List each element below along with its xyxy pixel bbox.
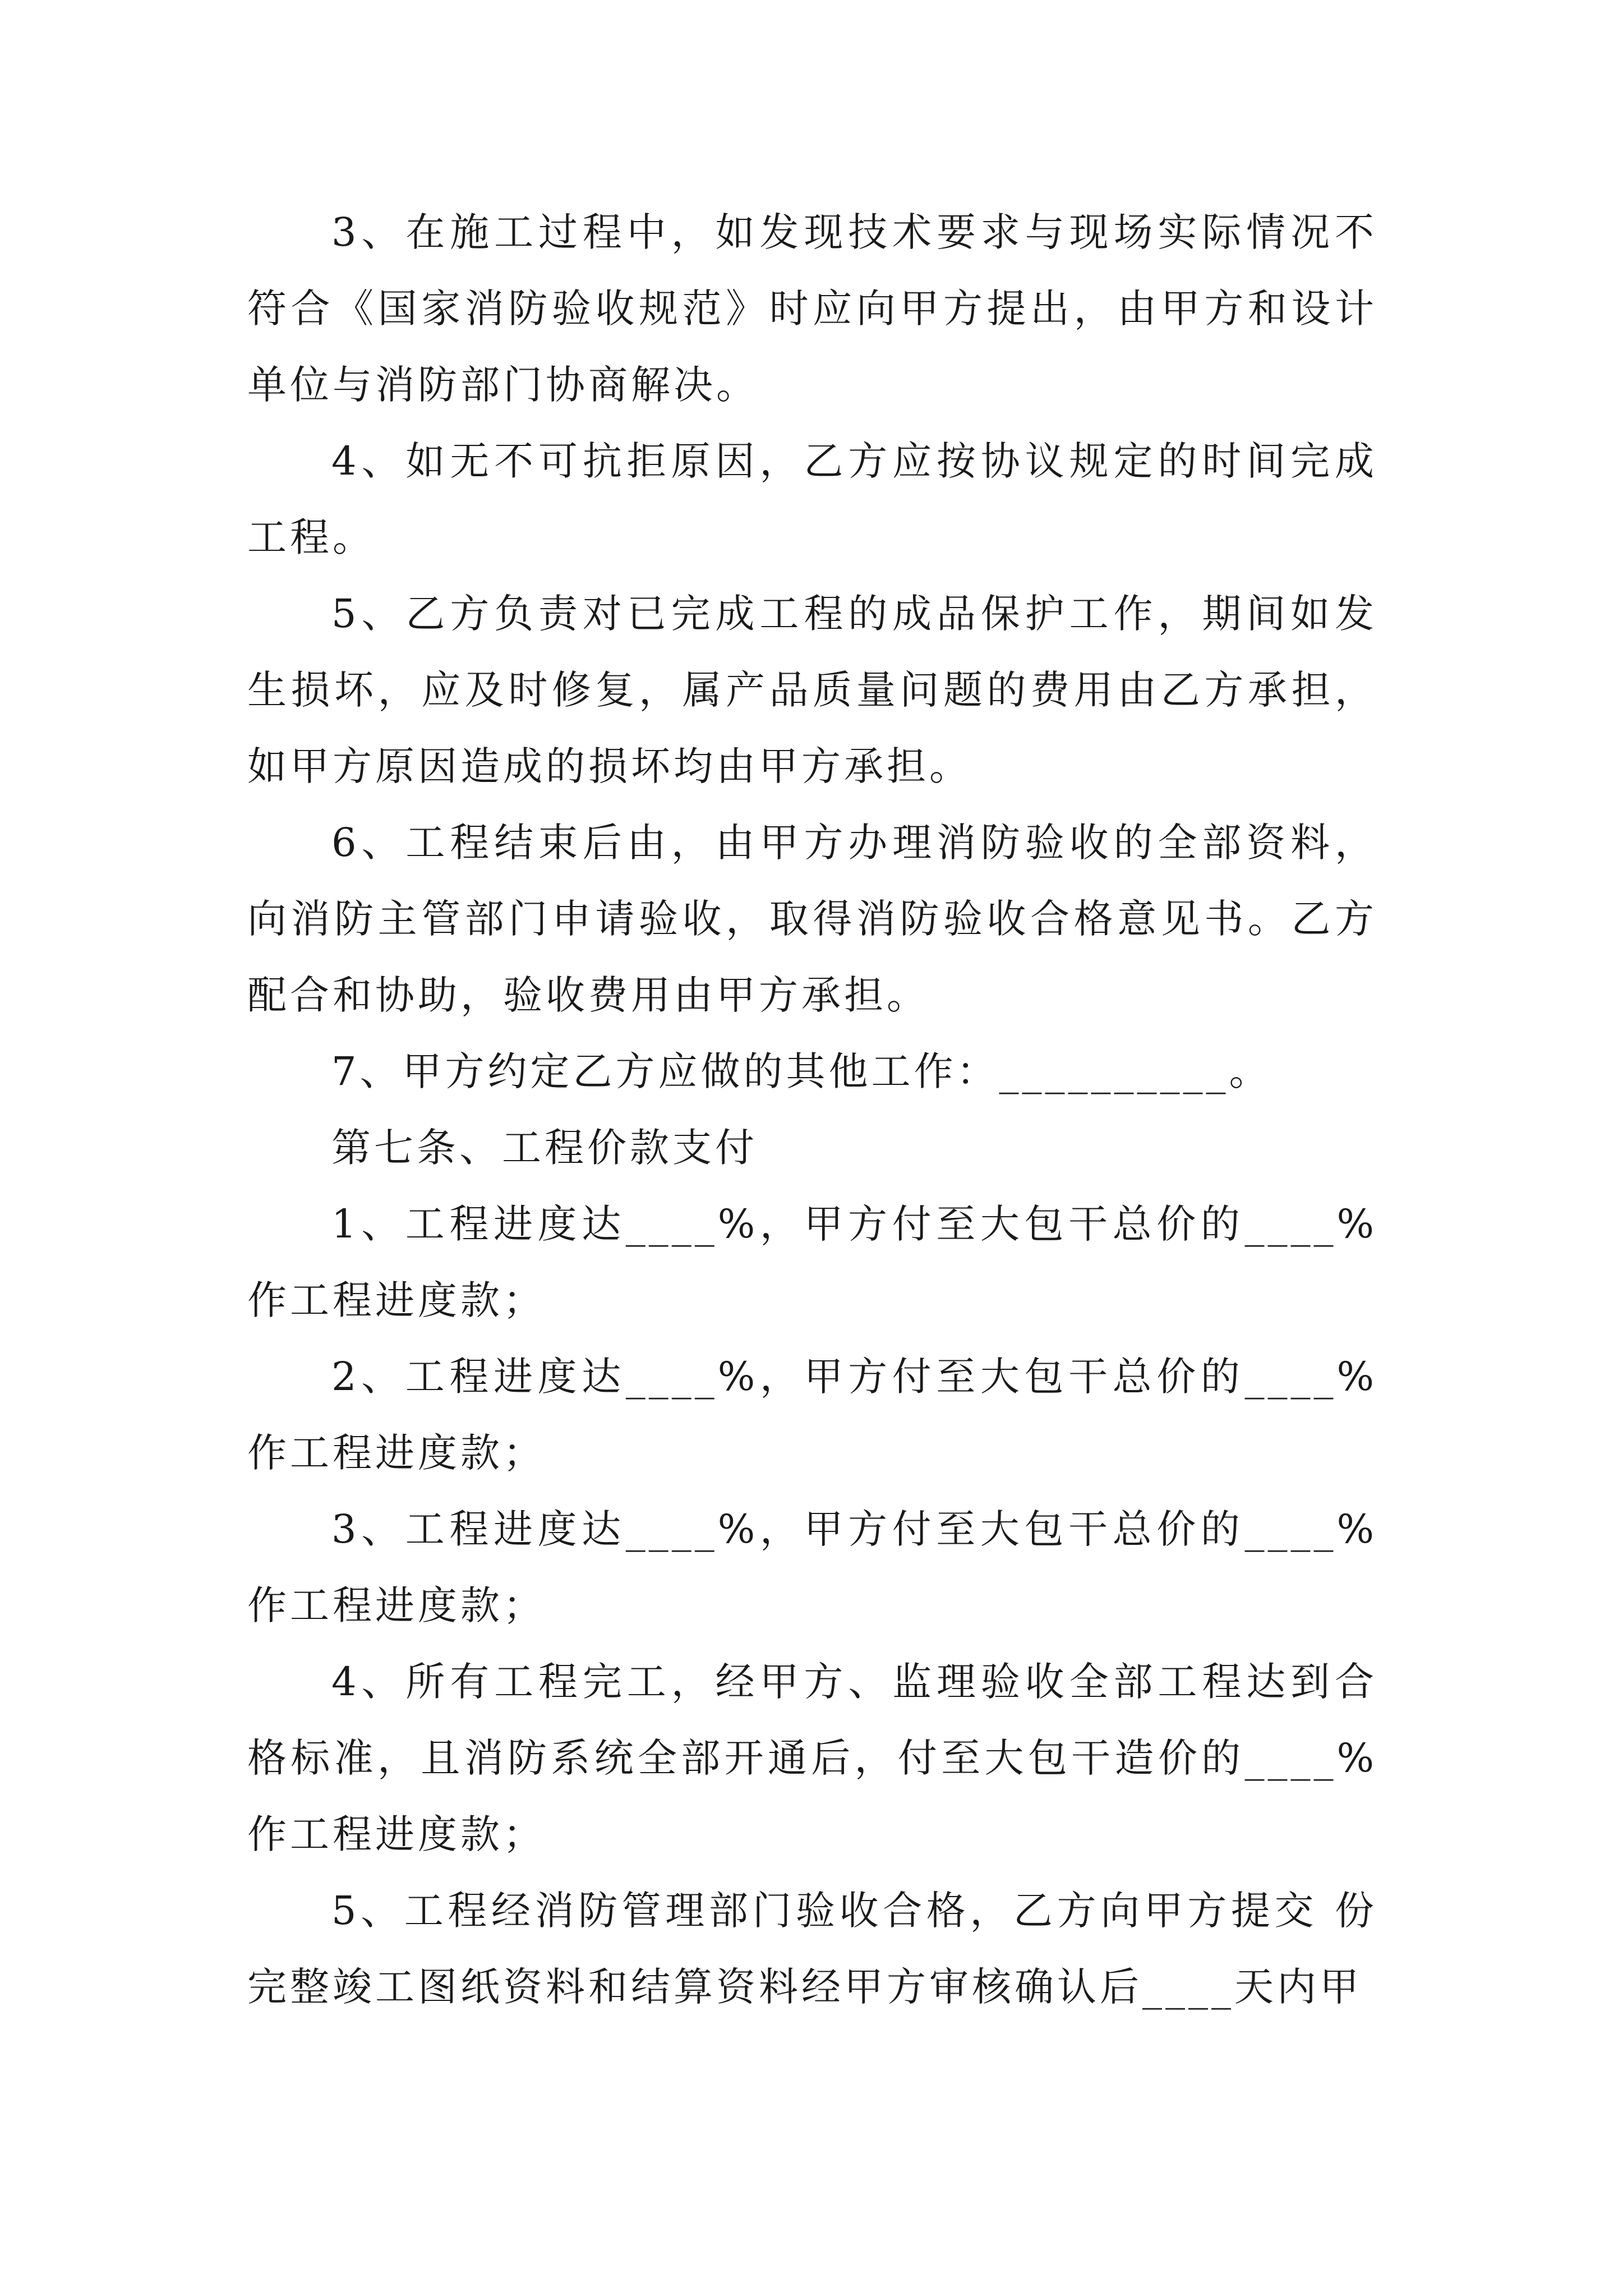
paragraph-payment-4: 4、所有工程完工，经甲方、监理验收全部工程达到合格标准，且消防系统全部开通后，付至大包干造价的____%作工程进度款； [247,1659,1377,1857]
section-heading-article-7: 第七条、工程价款支付 [331,1125,758,1171]
paragraph-clause-5: 5、乙方负责对已完成工程的成品保护工作，期间如发生损坏，应及时修复，属产品质量问题的费用由乙方承担，如甲方原因造成的损坏均由甲方承担。 [247,591,1377,789]
document-body [247,194,1377,2025]
paragraph-payment-2: 2、工程进度达____%，甲方付至大包干总价的____%作工程进度款； [247,1354,1377,1476]
paragraph-clause-4: 4、如无不可抗拒原因，乙方应按协议规定的时间完成工程。 [247,438,1377,560]
paragraph-clause-6: 6、工程结束后由，由甲方办理消防验收的全部资料，向消防主管部门申请验收，取得消防验收合格意见书。乙方配合和协助，验收费用由甲方承担。 [247,820,1377,1018]
paragraph-payment-1: 1、工程进度达____%，甲方付至大包干总价的____%作工程进度款； [247,1201,1377,1323]
paragraph-clause-3: 3、在施工过程中，如发现技术要求与现场实际情况不符合《国家消防验收规范》时应向甲方提出，由甲方和设计单位与消防部门协商解决。 [247,209,1377,408]
paragraph-clause-7: 7、甲方约定乙方应做的其他工作：__________。 [331,1048,1272,1094]
paragraph-payment-5: 5、工程经消防管理部门验收合格，乙方向甲方提交 份完整竣工图纸资料和结算资料经甲方审核确认后____天内甲 [247,1888,1377,2010]
paragraph-payment-3: 3、工程进度达____%，甲方付至大包干总价的____%作工程进度款； [247,1506,1377,1628]
